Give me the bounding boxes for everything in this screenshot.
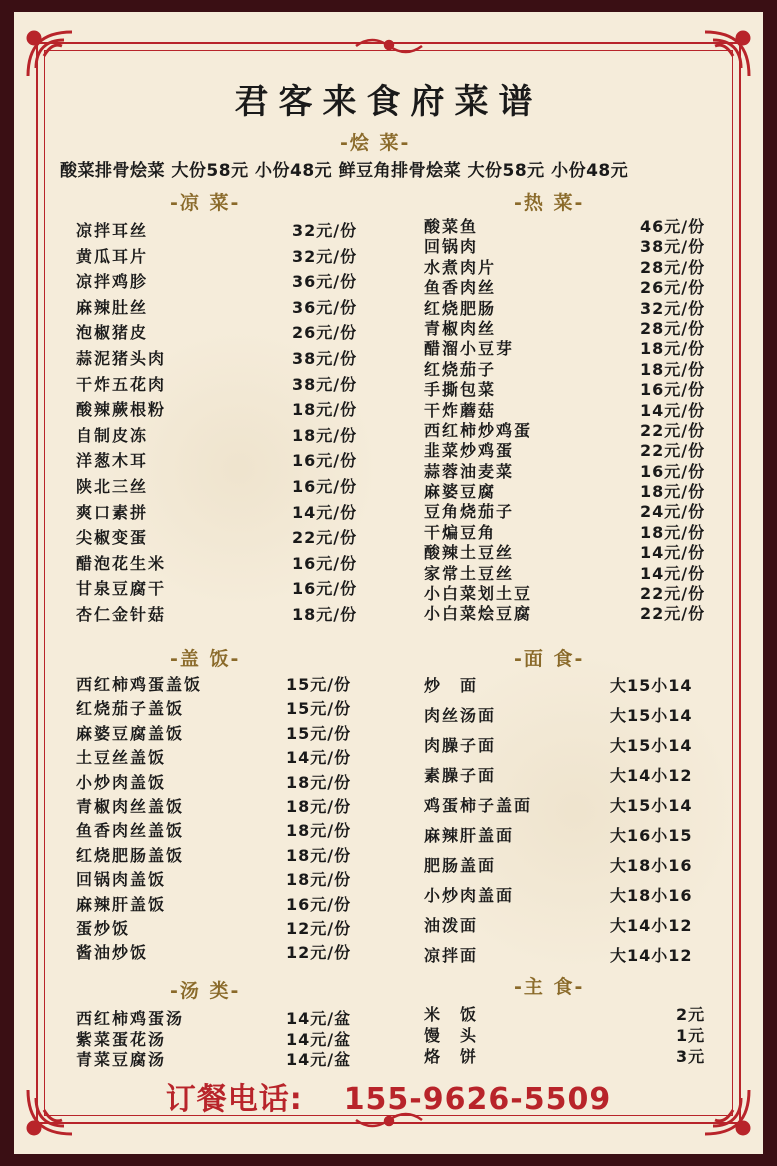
re-cai-item [424, 296, 714, 316]
dish-name: 麻婆豆腐盖饭 [76, 723, 185, 743]
dish-price: 46元/份 [640, 217, 706, 236]
tang-lei-list [76, 1006, 366, 1068]
liang-cai-item [76, 244, 366, 270]
dish-name: 米 饭 [424, 1005, 479, 1024]
dish-name: 酱油炒饭 [76, 943, 149, 963]
gai-fan-item [76, 867, 366, 891]
dish-name: 小白菜烩豆腐 [424, 604, 533, 624]
dish-name: 手撕包菜 [424, 380, 497, 400]
re-cai-item [424, 540, 714, 563]
gai-fan-item [76, 794, 366, 818]
dish-name: 水煮肉片 [424, 257, 497, 277]
dish-price: 14元/盆 [286, 1009, 352, 1028]
phone-label: 订餐电话: [165, 1082, 303, 1117]
liang-cai-item [76, 295, 366, 321]
dish-price: 大15小14 [610, 706, 693, 725]
dish-price: 36元/份 [292, 297, 358, 317]
order-phone [14, 1074, 763, 1118]
mian-shi-item [424, 793, 714, 823]
dish-price: 大14小12 [610, 946, 693, 965]
dish-price: 26元/份 [292, 323, 358, 343]
dish-name: 麻婆豆腐 [424, 482, 497, 502]
dish-name: 青椒肉丝盖饭 [76, 796, 185, 816]
mian-shi-item [424, 823, 714, 853]
dish-price: 16元/份 [286, 894, 352, 914]
dish-name: 干炸蘑菇 [424, 400, 497, 420]
re-cai-item [424, 459, 714, 479]
dish-name: 西红柿鸡蛋盖饭 [76, 675, 203, 694]
liang-cai-item [76, 551, 366, 577]
dish-price: 18元/份 [286, 796, 352, 816]
section-mian-shi: -面 食- [514, 648, 585, 670]
dish-name: 土豆丝盖饭 [76, 748, 167, 768]
dish-price: 14元/份 [292, 502, 358, 522]
menu-title: 君客来食府菜谱 [234, 82, 543, 122]
phone-number[interactable]: 155-9626-5509 [343, 1082, 612, 1117]
dish-price: 3元 [676, 1047, 706, 1066]
gai-fan-item [76, 745, 366, 769]
tang-lei-item [76, 1047, 366, 1068]
dish-name: 酸菜鱼 [424, 217, 479, 236]
dish-price: 18元/份 [286, 870, 352, 890]
dish-price: 14元/份 [640, 563, 706, 583]
liang-cai-item [76, 346, 366, 372]
re-cai-item [424, 377, 714, 400]
liang-cai-item [76, 576, 366, 602]
dish-name: 酸辣土豆丝 [424, 543, 515, 563]
dish-price: 28元/份 [640, 318, 706, 338]
gai-fan-item [76, 672, 366, 696]
section-hui-cai: -烩 菜- [340, 132, 411, 154]
menu-sheet [14, 12, 763, 1154]
dish-name: 油泼面 [424, 916, 479, 935]
mian-shi-item [424, 913, 714, 943]
dish-price: 18元/份 [292, 604, 358, 624]
dish-price: 16元/份 [292, 553, 358, 573]
gai-fan-item [76, 892, 366, 916]
dish-name: 醋泡花生米 [76, 553, 167, 573]
re-cai-item [424, 275, 714, 298]
dish-name: 韭菜炒鸡蛋 [424, 441, 515, 461]
section-zhu-shi: -主 食- [514, 976, 585, 998]
zhu-shi-item [424, 1044, 714, 1065]
liang-cai-item [76, 423, 366, 449]
dish-price: 大18小16 [610, 856, 693, 875]
re-cai-item [424, 214, 714, 234]
dish-name: 杏仁金针菇 [76, 604, 167, 624]
dish-name: 肥肠盖面 [424, 856, 497, 875]
dish-price: 大15小14 [610, 796, 693, 815]
dish-price: 32元/份 [640, 298, 706, 318]
dish-price: 14元/份 [640, 400, 706, 420]
dish-price: 32元/份 [292, 246, 358, 266]
dish-price: 38元/份 [292, 374, 358, 394]
liang-cai-item [76, 525, 366, 551]
liang-cai-item [76, 448, 366, 474]
section-gai-fan: -盖 饭- [170, 648, 241, 670]
dish-price: 18元/份 [286, 845, 352, 865]
mian-shi-item [424, 943, 714, 973]
dish-name: 烙 饼 [424, 1047, 479, 1066]
gai-fan-item [76, 818, 366, 842]
re-cai-item [424, 438, 714, 461]
re-cai-item [424, 234, 714, 257]
dish-name: 凉拌鸡胗 [76, 272, 149, 292]
re-cai-item [424, 336, 714, 359]
dish-name: 红烧茄子 [424, 359, 497, 379]
re-cai-item [424, 499, 714, 522]
dish-price: 18元/份 [640, 339, 706, 359]
gai-fan-item [76, 696, 366, 720]
dish-name: 鱼香肉丝盖饭 [76, 821, 185, 841]
top-ornament-icon [354, 34, 424, 56]
liang-cai-item [76, 218, 366, 244]
dish-price: 16元/份 [640, 461, 706, 481]
liang-cai-item [76, 602, 366, 628]
dish-price: 22元/份 [640, 420, 706, 440]
dish-name: 回锅肉 [424, 237, 479, 257]
dish-price: 36元/份 [292, 272, 358, 292]
dish-price: 大16小15 [610, 826, 693, 845]
re-cai-item [424, 398, 714, 418]
gai-fan-item [76, 770, 366, 794]
liang-cai-list [76, 218, 366, 628]
dish-price: 18元/份 [640, 359, 706, 379]
dish-name: 肉丝汤面 [424, 706, 497, 725]
re-cai-item [424, 418, 714, 438]
dish-name: 酸辣蕨根粉 [76, 400, 167, 420]
dish-name: 凉拌耳丝 [76, 221, 149, 240]
dish-price: 38元/份 [640, 237, 706, 257]
mian-shi-item [424, 883, 714, 913]
mian-shi-item [424, 703, 714, 733]
dish-name: 青菜豆腐汤 [76, 1050, 167, 1069]
dish-price: 12元/份 [286, 943, 352, 963]
dish-name: 红烧肥肠盖饭 [76, 845, 185, 865]
gai-fan-item [76, 940, 366, 964]
liang-cai-item [76, 474, 366, 500]
dish-price: 22元/份 [292, 528, 358, 548]
dish-name: 凉拌面 [424, 946, 479, 965]
dish-price: 16元/份 [292, 579, 358, 599]
dish-name: 蒜蓉油麦菜 [424, 461, 515, 481]
dish-name: 洋葱木耳 [76, 451, 149, 471]
dish-name: 红烧茄子盖饭 [76, 699, 185, 719]
dish-price: 14元/份 [286, 748, 352, 768]
mian-shi-item [424, 673, 714, 703]
dish-name: 西红柿炒鸡蛋 [424, 420, 533, 440]
gai-fan-item [76, 843, 366, 867]
re-cai-item [424, 601, 714, 624]
liang-cai-item [76, 372, 366, 398]
dish-name: 豆角烧茄子 [424, 502, 515, 522]
section-re-cai: -热 菜- [514, 192, 585, 214]
dish-price: 18元/份 [292, 400, 358, 420]
dish-name: 小炒肉盖面 [424, 886, 515, 905]
tang-lei-item [76, 1027, 366, 1048]
dish-name: 干炸五花肉 [76, 374, 167, 394]
dish-price: 大14小12 [610, 916, 693, 935]
dish-name: 黄瓜耳片 [76, 246, 149, 266]
liang-cai-item [76, 269, 366, 295]
dish-price: 12元/份 [286, 918, 352, 938]
dish-price: 28元/份 [640, 257, 706, 277]
dish-name: 尖椒变蛋 [76, 528, 149, 548]
dish-price: 大18小16 [610, 886, 693, 905]
hui-cai-banner: 酸菜排骨烩菜 大份58元 小份48元 鲜豆角排骨烩菜 大份58元 小份48元 [60, 161, 629, 181]
dish-price: 16元/份 [640, 380, 706, 400]
dish-price: 14元/盆 [286, 1029, 352, 1049]
dish-price: 22元/份 [640, 604, 706, 624]
dish-name: 青椒肉丝 [424, 318, 497, 338]
mian-shi-list [424, 673, 714, 973]
zhu-shi-list [424, 1002, 714, 1065]
dish-name: 自制皮冻 [76, 425, 149, 445]
dish-price: 15元/份 [286, 723, 352, 743]
dish-name: 蛋炒饭 [76, 918, 131, 938]
dish-name: 馒 头 [424, 1026, 479, 1045]
dish-price: 15元/份 [286, 675, 352, 694]
re-cai-item [424, 316, 714, 336]
dish-price: 18元/份 [286, 772, 352, 792]
re-cai-item [424, 357, 714, 377]
dish-name: 麻辣肚丝 [76, 297, 149, 317]
dish-price: 1元 [676, 1026, 706, 1045]
dish-name: 麻辣肝盖饭 [76, 894, 167, 914]
dish-name: 家常土豆丝 [424, 563, 515, 583]
liang-cai-item [76, 500, 366, 526]
dish-name: 肉臊子面 [424, 736, 497, 755]
dish-name: 炒 面 [424, 676, 479, 695]
mian-shi-item [424, 763, 714, 793]
gai-fan-item [76, 721, 366, 745]
zhu-shi-item [424, 1023, 714, 1044]
dish-name: 素臊子面 [424, 766, 497, 785]
dish-price: 16元/份 [292, 451, 358, 471]
dish-name: 西红柿鸡蛋汤 [76, 1009, 185, 1028]
dish-name: 小炒肉盖饭 [76, 772, 167, 792]
dish-name: 干煸豆角 [424, 522, 497, 542]
dish-price: 16元/份 [292, 476, 358, 496]
dish-name: 蒜泥猪头肉 [76, 348, 167, 368]
dish-price: 18元/份 [640, 522, 706, 542]
dish-price: 18元/份 [640, 482, 706, 502]
dish-price: 2元 [676, 1005, 706, 1024]
dish-name: 鱼香肉丝 [424, 278, 497, 298]
dish-name: 甘泉豆腐干 [76, 579, 167, 599]
liang-cai-item [76, 397, 366, 423]
gai-fan-item [76, 916, 366, 940]
mian-shi-item [424, 733, 714, 763]
re-cai-item [424, 581, 714, 604]
dish-name: 回锅肉盖饭 [76, 870, 167, 890]
dish-name: 陕北三丝 [76, 476, 149, 496]
re-cai-list [424, 214, 714, 622]
dish-name: 麻辣肝盖面 [424, 826, 515, 845]
dish-name: 紫菜蛋花汤 [76, 1029, 167, 1049]
dish-price: 26元/份 [640, 278, 706, 298]
dish-price: 22元/份 [640, 441, 706, 461]
dish-price: 15元/份 [286, 699, 352, 719]
dish-name: 鸡蛋柿子盖面 [424, 796, 533, 815]
dish-price: 14元/盆 [286, 1050, 352, 1069]
gai-fan-list [76, 672, 366, 965]
dish-price: 18元/份 [286, 821, 352, 841]
section-liang-cai: -凉 菜- [170, 192, 241, 214]
re-cai-item [424, 479, 714, 502]
dish-price: 32元/份 [292, 221, 358, 240]
zhu-shi-item [424, 1002, 714, 1023]
dish-price: 24元/份 [640, 502, 706, 522]
dish-price: 大15小14 [610, 676, 693, 695]
dish-price: 14元/份 [640, 543, 706, 563]
dish-price: 22元/份 [640, 584, 706, 604]
dish-name: 小白菜划土豆 [424, 584, 533, 604]
liang-cai-item [76, 320, 366, 346]
dish-name: 爽口素拼 [76, 502, 149, 522]
re-cai-item [424, 255, 714, 275]
dish-price: 38元/份 [292, 348, 358, 368]
mian-shi-item [424, 853, 714, 883]
dish-name: 红烧肥肠 [424, 298, 497, 318]
dish-price: 大15小14 [610, 736, 693, 755]
dish-name: 醋溜小豆芽 [424, 339, 515, 359]
re-cai-item [424, 561, 714, 581]
dish-price: 18元/份 [292, 425, 358, 445]
section-tang-lei: -汤 类- [170, 980, 241, 1002]
dish-price: 大14小12 [610, 766, 693, 785]
tang-lei-item [76, 1006, 366, 1027]
dish-name: 泡椒猪皮 [76, 323, 149, 343]
re-cai-item [424, 520, 714, 540]
